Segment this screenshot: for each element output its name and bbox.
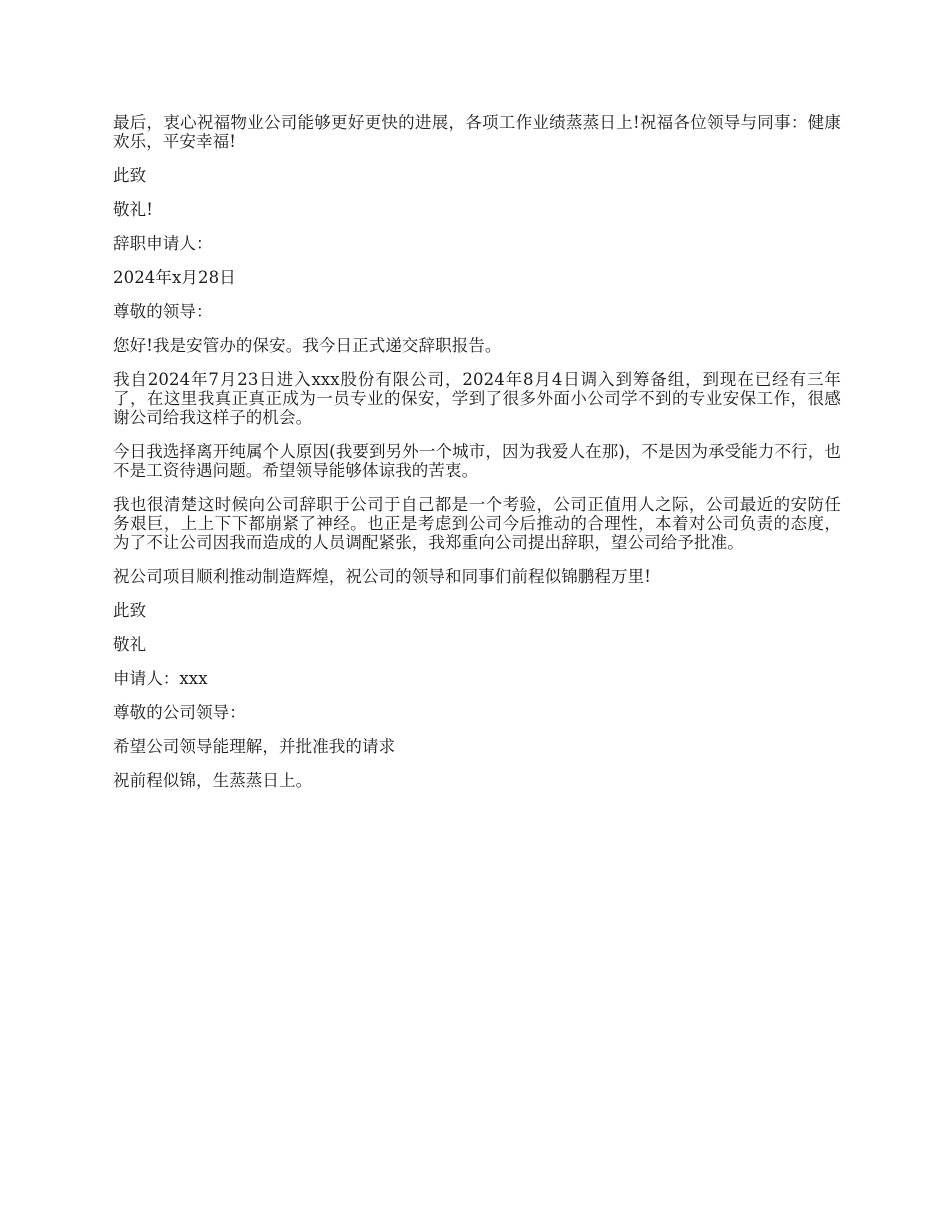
- paragraph-salutation-2: 此致: [113, 601, 147, 620]
- paragraph-blessing: 祝公司项目顺利推动制造辉煌，祝公司的领导和同事们前程似锦鹏程万里!: [113, 567, 651, 586]
- paragraph-request: 希望公司领导能理解，并批准我的请求: [113, 737, 396, 756]
- paragraph-final-wish: 祝前程似锦，生蒸蒸日上。: [113, 771, 313, 790]
- paragraph-history: 我自2024年7月23日进入xxx股份有限公司，2024年8月4日调入到筹备组，到现在已经有三年了，在这里我真正真正成为一员专业的保安，学到了很多外面小公司学不到的专业安保工作，很感谢公司给我这样子的机会。: [113, 370, 841, 427]
- paragraph-consideration: 我也很清楚这时候向公司辞职于公司于自己都是一个考验，公司正值用人之际，公司最近的安防任务艰巨，上上下下都崩紧了神经。也正是考虑到公司今后推动的合理性，本着对公司负责的态度，为了不让公司因我而造成的人员调配紧张，我郑重向公司提出辞职，望公司给予批准。: [113, 495, 841, 552]
- paragraph-regards-1: 敬礼!: [113, 200, 153, 219]
- paragraph-applicant-label: 辞职申请人：: [113, 234, 213, 253]
- paragraph-intro: 您好!我是安管办的保安。我今日正式递交辞职报告。: [113, 336, 502, 355]
- paragraph-salutation-1: 此致: [113, 166, 147, 185]
- paragraph-greeting-company: 尊敬的公司领导：: [113, 703, 246, 722]
- paragraph-regards-2: 敬礼: [113, 635, 147, 654]
- document-page: [113, 113, 841, 805]
- paragraph-greeting-leader: 尊敬的领导：: [113, 302, 213, 321]
- paragraph-closing-wishes: 最后，衷心祝福物业公司能够更好更快的进展，各项工作业绩蒸蒸日上!祝福各位领导与同事：健康欢乐，平安幸福!: [113, 113, 841, 151]
- paragraph-date: 2024年x月28日: [113, 268, 236, 287]
- paragraph-applicant-name: 申请人：xxx: [113, 669, 208, 688]
- paragraph-reason: 今日我选择离开纯属个人原因(我要到另外一个城市，因为我爱人在那)，不是因为承受能力不行，也不是工资待遇问题。希望领导能够体谅我的苦衷。: [113, 442, 841, 480]
